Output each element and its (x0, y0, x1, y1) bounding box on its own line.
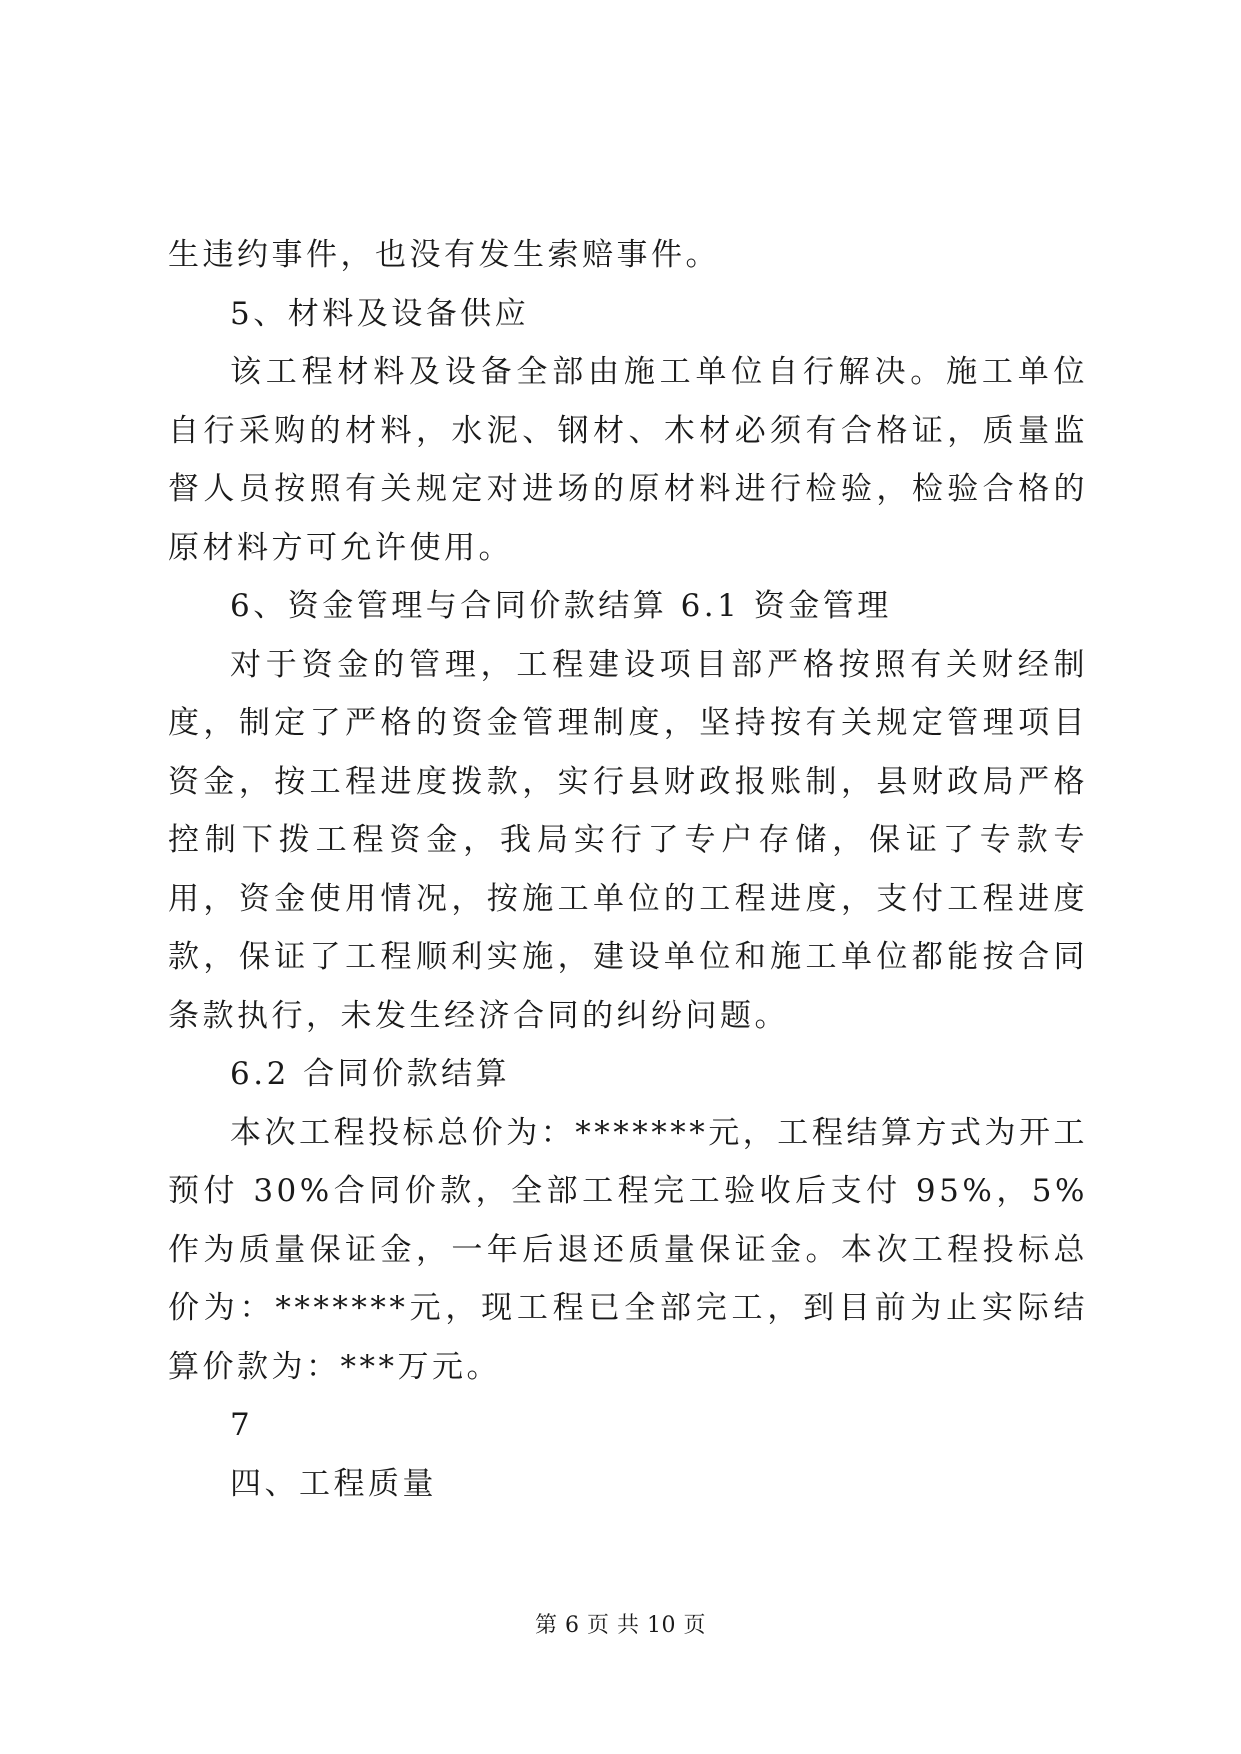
section-heading-materials: 5、材料及设备供应 (230, 295, 530, 332)
paragraph-funds: 对于资金的管理，工程建设项目部严格按照有关财经制度，制定了严格的资金管理制度，坚持按有关规定管理项目资金，按工程进度拨款，实行县财政报账制，县财政局严格控制下拨工程资金，我局实行了专户存储，保证了专款专用，资金使用情况，按施工单位的工程进度，支付工程进度款，保证了工程顺利实施，建设单位和施工单位都能按合同条款执行，未发生经济合同的纠纷问题。 (168, 646, 1088, 1034)
section-heading-quality: 四、工程质量 (230, 1465, 437, 1502)
page-footer: 第 6 页 共 10 页 (535, 1613, 706, 1638)
document-body (168, 226, 1088, 1513)
paragraph-number: 7 (230, 1407, 254, 1443)
section-heading-settlement: 6.2 合同价款结算 (230, 1056, 511, 1092)
section-heading-funds: 6、资金管理与合同价款结算 6.1 资金管理 (230, 588, 892, 624)
paragraph-continuation: 生违约事件，也没有发生索赔事件。 (168, 237, 720, 273)
paragraph-settlement: 本次工程投标总价为：*******元，工程结算方式为开工预付 30%合同价款，全部工程完工验收后支付 95%，5%作为质量保证金，一年后退还质量保证金。本次工程投标总价为：*******元，现工程已全部完工，到目前为止实际结算价款为：***万元。 (168, 1114, 1088, 1385)
paragraph-materials: 该工程材料及设备全部由施工单位自行解决。施工单位自行采购的材料，水泥、钢材、木材必须有合格证，质量监督人员按照有关规定对进场的原材料进行检验，检验合格的原材料方可允许使用。 (168, 354, 1088, 566)
